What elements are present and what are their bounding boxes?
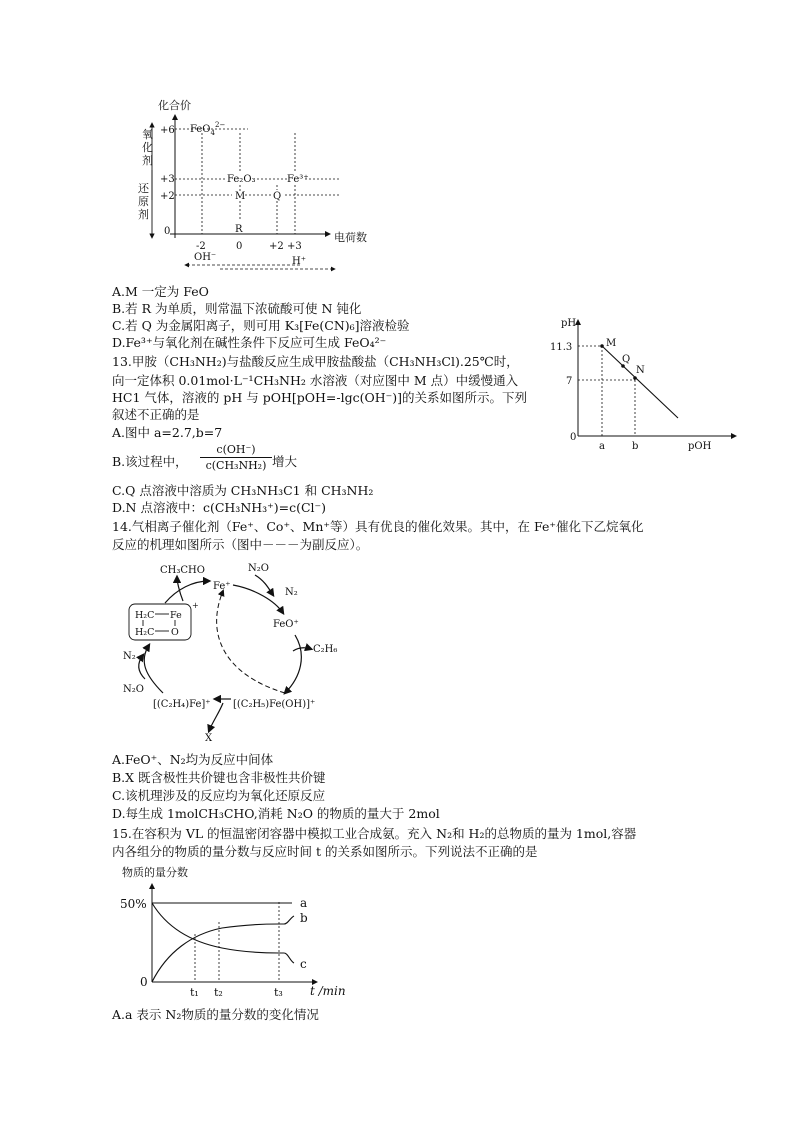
fraction-tick-0: 0	[140, 975, 148, 989]
point-m: M	[235, 191, 246, 202]
cycle-feo: FeO⁺	[273, 619, 299, 630]
q13-option-b-prefix: B.该过程中，	[112, 454, 188, 469]
cycle-n2o-left: N₂O	[123, 684, 144, 695]
q13-option-b-suffix: 增大	[272, 454, 298, 469]
catalytic-cycle-diagram	[115, 555, 355, 745]
q13-option-d: D.N 点溶液中：c(CH₃NH₃⁺)=c(Cl⁻)	[112, 500, 327, 515]
q14-option-a: A.FeO⁺、N₂均为反应中间体	[112, 752, 274, 767]
y-axis-title: 化合价	[158, 99, 191, 112]
cycle-complex-right: [(C₂H₅)Fe(OH)]⁺	[233, 699, 316, 710]
time-tick-t1: t₁	[190, 986, 199, 999]
ph-tick-7: 7	[566, 376, 573, 387]
cycle-ch3cho: CH₃CHO	[160, 565, 205, 576]
fraction-tick-50: 50%	[120, 897, 147, 911]
ph-axis-title: pH	[561, 318, 577, 329]
oh-label: OH⁻	[194, 252, 217, 263]
series-b-label: b	[300, 911, 308, 925]
svg-text:H₂C: H₂C	[135, 610, 155, 621]
q13-option-a: A.图中 a=2.7,b=7	[112, 425, 223, 440]
fraction-axis-title: 物质的量分数	[122, 866, 188, 879]
fraction-numerator: c(OH⁻)	[200, 443, 272, 458]
ph-poh-chart	[548, 312, 728, 452]
time-tick-t2: t₂	[214, 986, 223, 999]
y-tick-0: 0	[164, 226, 171, 237]
x-tick-n2: -2	[196, 241, 206, 252]
species-feo4: FeO$_4^{2-}$	[190, 121, 226, 137]
svg-text:+: +	[192, 601, 199, 610]
species-fe3: Fe³⁺	[287, 174, 309, 185]
poh-tick-a: a	[599, 441, 605, 452]
valence-charge-diagram	[130, 95, 370, 275]
point-n-label: N	[636, 365, 645, 376]
q15-stem-2: 内各组分的物质的量分数与反应时间 t 的关系如图所示。下列说法不正确的是	[112, 844, 538, 859]
mole-fraction-chart	[112, 862, 372, 1002]
point-m-label: M	[606, 338, 617, 349]
y-tick-6: +6	[160, 125, 175, 136]
poh-axis-title: pOH	[688, 441, 712, 452]
q13-stem-1: 13.甲胺（CH₃NH₂)与盐酸反应生成甲胺盐酸盐（CH₃NH₃Cl).25℃时，	[112, 354, 519, 369]
x-axis-title: 电荷数	[334, 231, 367, 244]
series-c-label: c	[300, 957, 307, 971]
ph-tick-0: 0	[570, 432, 577, 443]
poh-tick-b: b	[632, 441, 639, 452]
q14-stem-1: 14.气相离子催化剂（Fe⁺、Co⁺、Mn⁺等）具有优良的催化效果。其中，在 Fe⁺催化下乙烷氧化	[112, 519, 644, 534]
q13-stem-3: HC1 气体，溶液的 pH 与 pOH[pOH=-lgc(OH⁻)]的关系如图所示。下列	[112, 390, 527, 405]
cycle-n2-top: N₂	[285, 587, 298, 598]
q13-option-c: C.Q 点溶液中溶质为 CH₃NH₃C1 和 CH₃NH₂	[112, 483, 374, 498]
oxidant-label-3: 剂	[142, 154, 153, 167]
reductant-label-1: 还	[138, 182, 149, 195]
q14-option-b: B.X 既含极性共价键也含非极性共价键	[112, 770, 326, 785]
cycle-x: X	[205, 733, 213, 744]
q15-stem-1: 15.在容积为 VL 的恒温密闭容器中模拟工业合成氨。充入 N₂和 H₂的总物质的量为 1mol,容器	[112, 826, 637, 841]
series-a-label: a	[300, 896, 308, 910]
oxidant-label-1: 氧	[142, 128, 153, 141]
cycle-c2h6: C₂H₆	[313, 644, 338, 655]
q14-stem-2: 反应的机理如图所示（图中－－－为副反应）。	[112, 537, 369, 552]
q13-option-b-fraction	[200, 443, 272, 472]
reductant-label-3: 剂	[138, 208, 149, 221]
x-tick-p2: +2	[269, 241, 284, 252]
svg-text:Fe: Fe	[170, 610, 182, 621]
point-q-label: Q	[622, 354, 631, 365]
svg-text:H₂C: H₂C	[135, 627, 155, 638]
point-n-dot	[633, 376, 637, 380]
point-r: R	[235, 224, 243, 235]
h-label: H⁺	[292, 256, 306, 267]
cycle-n2o-top: N₂O	[248, 563, 269, 574]
time-tick-t3: t₃	[274, 986, 283, 999]
q13-stem-2: 向一定体积 0.01mol·L⁻¹CH₃NH₂ 水溶液（对应图中 M 点）中缓慢通入	[112, 373, 519, 388]
y-tick-2: +2	[160, 191, 175, 202]
q14-option-d: D.每生成 1molCH₃CHO,消耗 N₂O 的物质的量大于 2mol	[112, 806, 440, 821]
point-m-dot	[600, 344, 604, 348]
reductant-label-2: 原	[138, 195, 149, 208]
x-tick-0: 0	[236, 241, 243, 252]
time-axis-title: t /min	[310, 984, 346, 998]
point-q: Q	[273, 191, 282, 202]
q12-option-c: C.若 Q 为金属阳离子，则可用 K₃[Fe(CN)₆]溶液检验	[112, 318, 410, 333]
series-b-line	[152, 916, 294, 982]
q12-option-a: A.M 一定为 FeO	[112, 284, 209, 299]
q15-option-a: A.a 表示 N₂物质的量分数的变化情况	[112, 1007, 319, 1022]
q14-option-c: C.该机理涉及的反应均为氧化还原反应	[112, 788, 326, 803]
q12-option-d: D.Fe³⁺与氧化剂在碱性条件下反应可生成 FeO₄²⁻	[112, 335, 387, 350]
fraction-denominator: c(CH₃NH₂)	[205, 459, 267, 472]
svg-text:O: O	[171, 627, 179, 638]
oxidant-label-2: 化	[142, 141, 153, 154]
cycle-complex-left: [(C₂H₄)Fe]⁺	[153, 699, 211, 710]
y-tick-3: +3	[160, 174, 175, 185]
series-c-line	[152, 903, 294, 963]
x-tick-p3: +3	[287, 241, 302, 252]
q12-option-b: B.若 R 为单质，则常温下浓硫酸可使 N 钝化	[112, 301, 362, 316]
q13-stem-4: 叙述不正确的是	[112, 407, 200, 422]
species-fe2o3: Fe₂O₃	[227, 174, 256, 185]
ph-curve	[602, 346, 678, 418]
cycle-fe: Fe⁺	[213, 581, 231, 592]
ph-tick-11-3: 11.3	[550, 342, 573, 353]
cycle-n2-left: N₂	[123, 651, 136, 662]
side-reaction-dashed	[217, 591, 285, 693]
